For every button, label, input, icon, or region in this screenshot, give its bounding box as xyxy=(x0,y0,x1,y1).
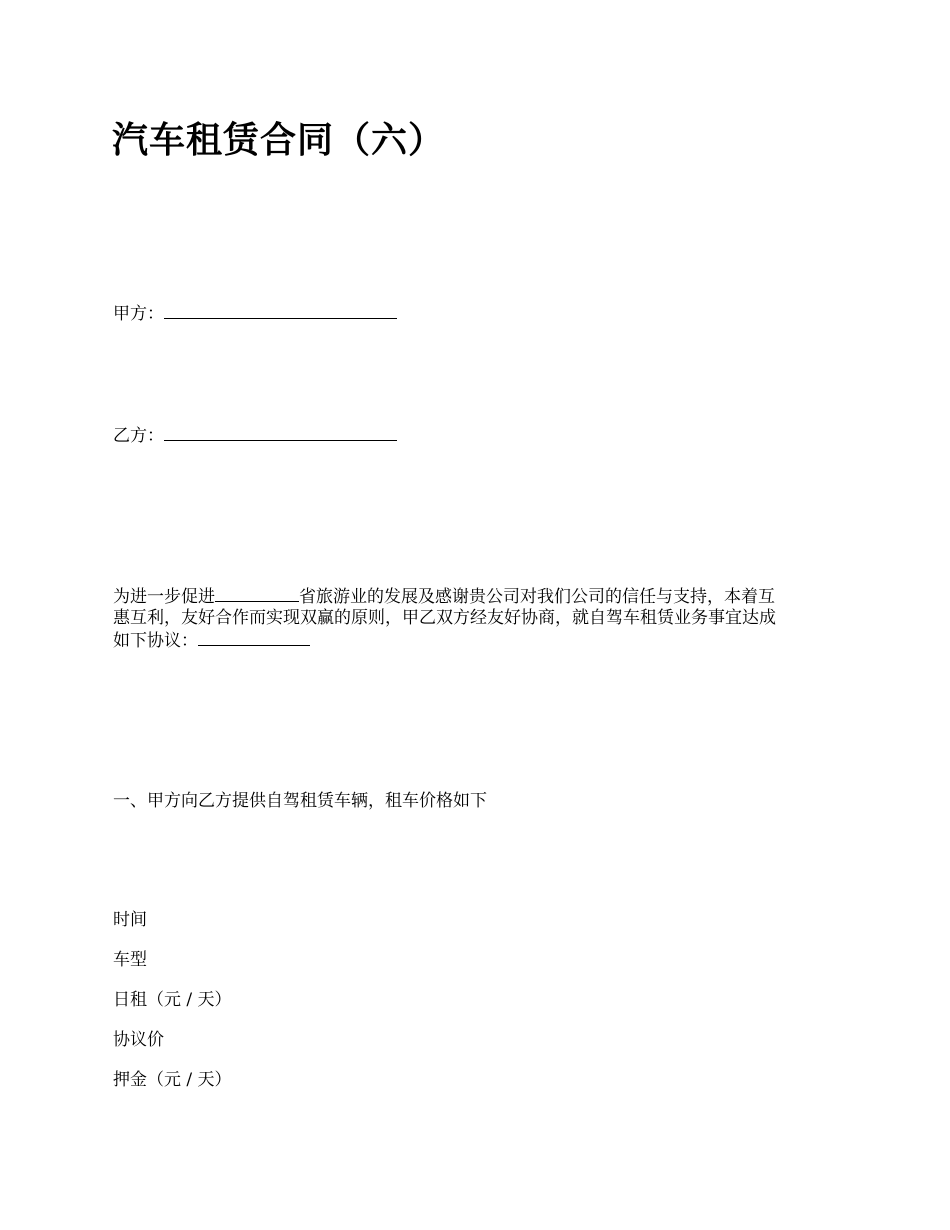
intro-line-3-text: 如下协议： xyxy=(113,631,198,651)
table-header-agreed-price: 协议价 xyxy=(113,1030,164,1050)
table-header-model: 车型 xyxy=(113,950,147,970)
party-b-label: 乙方： xyxy=(113,426,164,446)
section-1-heading: 一、甲方向乙方提供自驾租赁车辆，租车价格如下 xyxy=(113,791,487,811)
province-blank xyxy=(215,585,299,602)
party-a-line xyxy=(113,302,397,324)
table-header-daily-rent: 日租（元 / 天） xyxy=(113,990,232,1010)
intro-paragraph xyxy=(113,585,848,652)
party-a-blank xyxy=(164,302,397,319)
party-a-label: 甲方： xyxy=(113,304,164,324)
intro-line-3 xyxy=(113,629,848,652)
intro-line-1 xyxy=(113,585,848,608)
intro-line-2: 惠互利，友好合作而实现双赢的原则，甲乙双方经友好协商，就自驾车租赁业务事宜达成 xyxy=(113,608,776,628)
table-header-deposit: 押金（元 / 天） xyxy=(113,1070,232,1090)
agreement-blank xyxy=(198,629,310,646)
intro-line-1-post: 省旅游业的发展及感谢贵公司对我们公司的信任与支持，本着互 xyxy=(299,587,775,607)
table-header-time: 时间 xyxy=(113,910,147,930)
party-b-line xyxy=(113,424,397,446)
party-b-blank xyxy=(164,424,397,441)
intro-line-1-pre: 为进一步促进 xyxy=(113,587,215,607)
document-title: 汽车租赁合同（六） xyxy=(112,120,446,161)
